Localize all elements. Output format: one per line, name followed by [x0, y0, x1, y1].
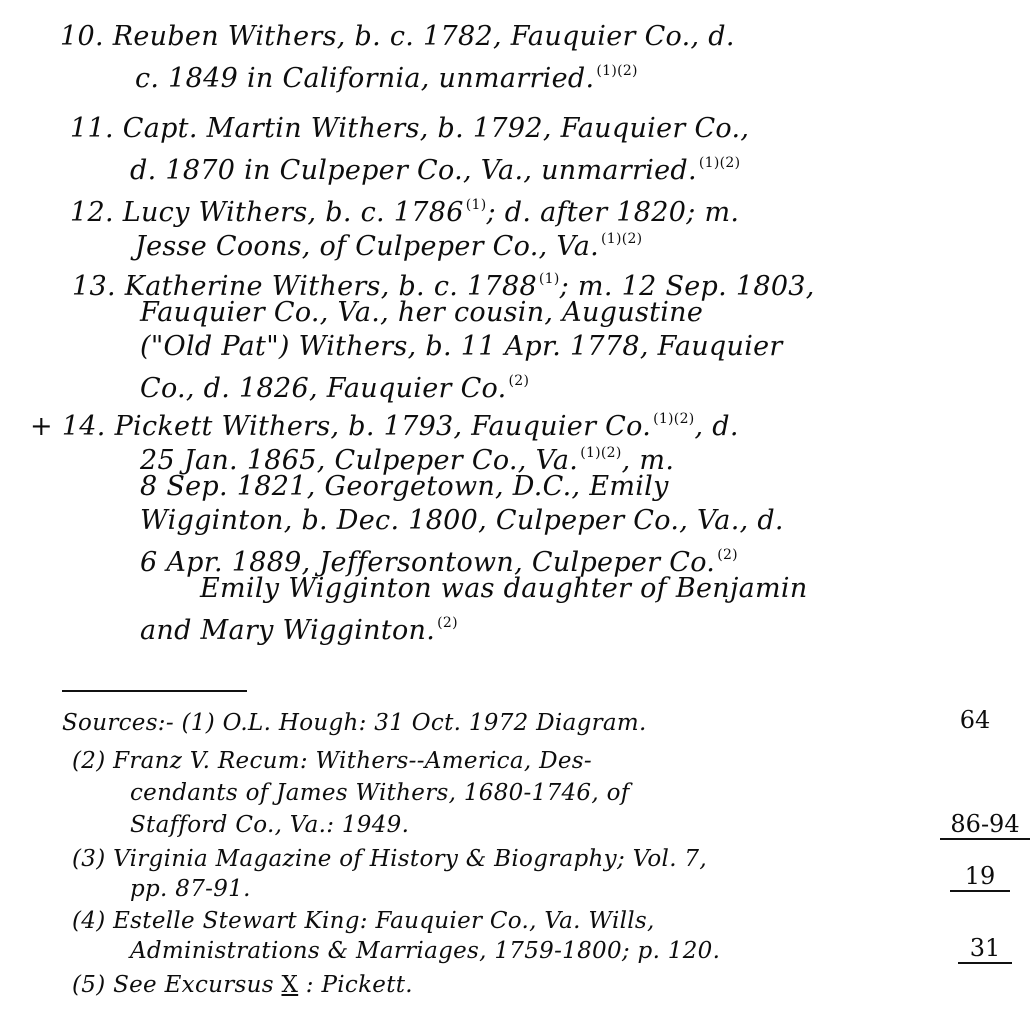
source-page-3: 19 — [950, 862, 1010, 892]
entry-14-line-3: 8 Sep. 1821, Georgetown, D.C., Emily — [140, 471, 669, 502]
entry-14-line-2: 25 Jan. 1865, Culpeper Co., Va. $^{(1)(2)}$, m. — [140, 445, 675, 476]
source-line-5: (3) Virginia Magazine of History & Biography; Vol. 7, — [72, 846, 707, 872]
source-line-4: Stafford Co., Va.: 1949. — [130, 812, 410, 838]
entry-13-line-3: ("Old Pat") Withers, b. 11 Apr. 1778, Fauquier — [140, 331, 783, 362]
entry-10-line-1: 10. Reuben Withers, b. c. 1782, Fauquier Co., d. — [60, 21, 735, 52]
entry-10-line-2: c. 1849 in California, unmarried. $^{(1)(2)}$ — [135, 63, 638, 94]
entry-14-line-4: Wigginton, b. Dec. 1800, Culpeper Co., Va., d. — [140, 505, 784, 536]
source-line-1: Sources:- (1) O.L. Hough: 31 Oct. 1972 Diagram. — [62, 710, 647, 736]
entry-11-line-2: d. 1870 in Culpeper Co., Va., unmarried. $^{(1)(2)}$ — [130, 155, 741, 186]
source-line-8: Administrations & Marriages, 1759-1800; p. 120. — [130, 938, 721, 964]
source-line-2: (2) Franz V. Recum: Withers--America, Des- — [72, 748, 592, 774]
source-page-2: 86-94 — [940, 810, 1030, 840]
entry-12-line-2: Jesse Coons, of Culpeper Co., Va. $^{(1)(2)}$ — [135, 231, 643, 262]
source-line-9: (5) See Excursus X : Pickett. — [72, 972, 413, 998]
source-line-3: cendants of James Withers, 1680-1746, of — [130, 780, 630, 806]
note-line-1: Emily Wigginton was daughter of Benjamin — [200, 573, 808, 604]
source-line-7: (4) Estelle Stewart King: Fauquier Co., Va. Wills, — [72, 908, 655, 934]
entry-14-line-5: 6 Apr. 1889, Jeffersontown, Culpeper Co. $^{(2)}$ — [140, 547, 738, 578]
note-line-2: and Mary Wigginton. $^{(2)}$ — [140, 615, 458, 646]
section-divider — [62, 690, 247, 692]
entry-11-line-1: 11. Capt. Martin Withers, b. 1792, Fauquier Co., — [70, 113, 750, 144]
entry-13-line-1: 13. Katherine Withers, b. c. 1788 $^{(1)}$; m. 12 Sep. 1803, — [72, 271, 815, 302]
entry-13-line-4: Co., d. 1826, Fauquier Co. $^{(2)}$ — [140, 373, 530, 404]
source-page-1: 64 — [959, 706, 991, 734]
entry-14-line-1: + 14. Pickett Withers, b. 1793, Fauquier Co. $^{(1)(2)}$, d. — [30, 411, 739, 442]
entry-13-line-2: Fauquier Co., Va., her cousin, Augustine — [140, 297, 704, 328]
source-line-6: pp. 87-91. — [130, 876, 251, 902]
source-page-4: 31 — [958, 934, 1012, 964]
entry-12-line-1: 12. Lucy Withers, b. c. 1786 $^{(1)}$; d. after 1820; m. — [70, 197, 740, 228]
